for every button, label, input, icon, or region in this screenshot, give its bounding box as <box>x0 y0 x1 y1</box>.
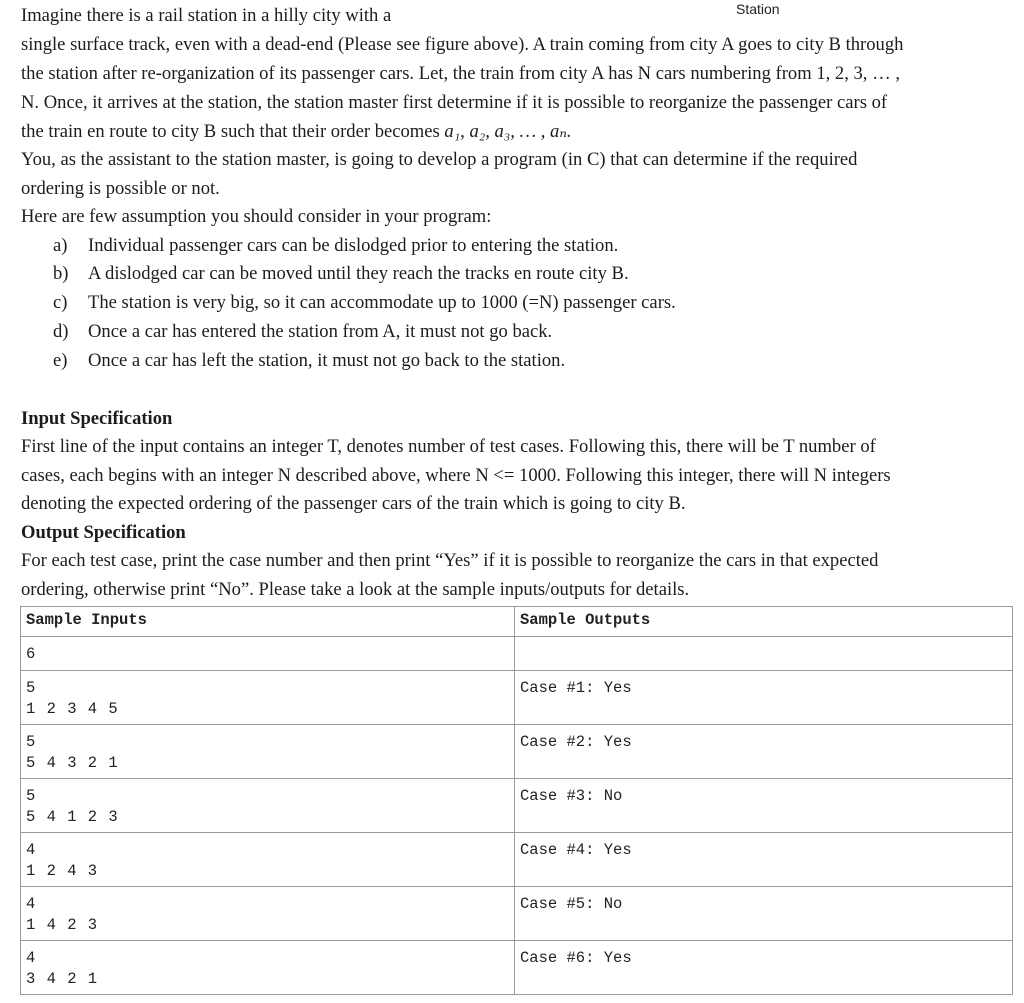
sample-input-cell <box>21 779 515 833</box>
assumption-item <box>53 262 629 286</box>
assumption-marker: b) <box>53 263 69 284</box>
assumption-item <box>53 349 565 373</box>
assumption-marker: e) <box>53 350 68 371</box>
sample-output-cell: Case #5: No <box>515 887 1013 941</box>
table-row <box>21 637 1013 671</box>
input-spec-heading: Input Specification <box>21 408 173 429</box>
sample-io-table <box>20 606 1013 995</box>
case-sequence: 1 2 3 4 5 <box>26 700 118 718</box>
input-spec-line-1: First line of the input contains an integer T, denotes number of test cases. Following this, there will be T number of <box>21 436 876 457</box>
case-n: 4 <box>26 949 36 967</box>
ordering-formula: a₁, a₂, a₃, … , aₙ. <box>444 121 572 142</box>
sample-input-cell <box>21 941 515 995</box>
table-row <box>21 779 1013 833</box>
sample-output-cell: Case #6: Yes <box>515 941 1013 995</box>
assumption-marker: c) <box>53 292 68 313</box>
sample-table-header <box>21 607 1013 637</box>
assumption-text: Once a car has entered the station from A, it must not go back. <box>88 321 553 342</box>
input-spec-line-3: denoting the expected ordering of the passenger cars of the train which is going to city B. <box>21 493 686 514</box>
intro-line-6: You, as the assistant to the station master, is going to develop a program (in C) that can determine if the required <box>21 149 858 170</box>
assumption-item <box>53 291 676 315</box>
sample-input-cell <box>21 833 515 887</box>
assumption-text: The station is very big, so it can accommodate up to 1000 (=N) passenger cars. <box>88 292 676 313</box>
case-n: 5 <box>26 733 36 751</box>
case-sequence: 1 4 2 3 <box>26 916 98 934</box>
sample-inputs-header: Sample Inputs <box>21 607 515 637</box>
intro-line-7: ordering is possible or not. <box>21 178 220 199</box>
case-n: 5 <box>26 787 36 805</box>
intro-line-3: the station after re-organization of its passenger cars. Let, the train from city A has N cars numbering from 1, 2, 3, … , <box>21 63 900 84</box>
table-row <box>21 887 1013 941</box>
assumption-text: A dislodged car can be moved until they reach the tracks en route city B. <box>88 263 629 284</box>
table-row <box>21 671 1013 725</box>
case-sequence: 5 4 3 2 1 <box>26 754 118 772</box>
sample-output-cell: Case #4: Yes <box>515 833 1013 887</box>
output-spec-line-1: For each test case, print the case number and then print “Yes” if it is possible to reorganize the cars in that expected <box>21 550 879 571</box>
intro-line-5 <box>21 120 572 144</box>
assumption-item <box>53 320 552 344</box>
case-sequence: 3 4 2 1 <box>26 970 98 988</box>
output-spec-heading: Output Specification <box>21 522 186 543</box>
sample-input-cell <box>21 671 515 725</box>
table-row <box>21 833 1013 887</box>
assumption-item <box>53 234 618 258</box>
assumption-marker: a) <box>53 235 68 256</box>
table-row <box>21 941 1013 995</box>
sample-output-cell: Case #1: Yes <box>515 671 1013 725</box>
sample-input-cell <box>21 887 515 941</box>
intro-line-4: N. Once, it arrives at the station, the station master first determine if it is possible to reorganize the passenger cars of <box>21 92 888 113</box>
sample-output-cell: Case #2: Yes <box>515 725 1013 779</box>
sample-output-cell: Case #3: No <box>515 779 1013 833</box>
case-n: 5 <box>26 679 36 697</box>
input-spec-line-2: cases, each begins with an integer N described above, where N <= 1000. Following this integer, there will N integers <box>21 465 891 486</box>
table-row <box>21 725 1013 779</box>
test-count-cell: 6 <box>21 637 515 671</box>
sample-outputs-header: Sample Outputs <box>515 607 1013 637</box>
assumption-marker: d) <box>53 321 69 342</box>
assumption-text: Once a car has left the station, it must not go back to the station. <box>88 350 566 371</box>
case-n: 4 <box>26 841 36 859</box>
figure-station-label: Station <box>736 1 780 17</box>
case-n: 4 <box>26 895 36 913</box>
intro-line-5-text: the train en route to city B such that their order becomes <box>21 121 445 142</box>
case-sequence: 1 2 4 3 <box>26 862 98 880</box>
case-sequence: 5 4 1 2 3 <box>26 808 118 826</box>
sample-input-cell <box>21 725 515 779</box>
empty-output-cell <box>515 637 1013 671</box>
assumption-text: Individual passenger cars can be dislodged prior to entering the station. <box>88 235 619 256</box>
intro-line-2: single surface track, even with a dead-end (Please see figure above). A train coming from city A goes to city B through <box>21 34 904 55</box>
intro-line-1: Imagine there is a rail station in a hilly city with a <box>21 5 392 26</box>
intro-line-8: Here are few assumption you should consider in your program: <box>21 206 492 227</box>
output-spec-line-2: ordering, otherwise print “No”. Please take a look at the sample inputs/outputs for details. <box>21 579 690 600</box>
